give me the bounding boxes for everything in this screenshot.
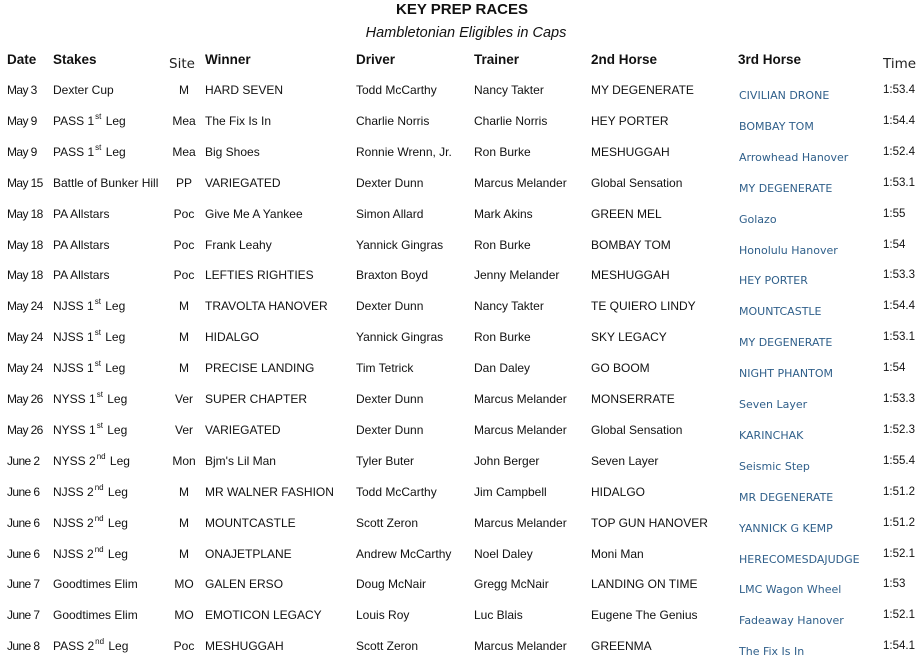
stakes-name: NYSS 2	[53, 453, 96, 468]
third-horse-cell: CIVILIAN DRONE	[739, 89, 830, 102]
winner-cell: Big Shoes	[205, 144, 260, 159]
third-horse-cell: HERECOMESDAJUDGE	[739, 552, 860, 566]
time-cell: 1:54.4	[883, 114, 915, 127]
table-row	[0, 298, 924, 329]
stakes-ordinal: st	[96, 420, 103, 430]
third-horse-cell: Fadeaway Hanover	[739, 614, 844, 628]
driver-cell: Yannick Gingras	[356, 330, 444, 345]
site-cell: Mea	[172, 113, 196, 128]
site-cell: Mon	[172, 453, 196, 468]
header-winner: Winner	[205, 52, 251, 67]
second-horse-cell: MONSERRATE	[591, 392, 675, 406]
date-cell: May 26	[7, 392, 43, 406]
stakes-name: PA Allstars	[53, 237, 110, 252]
driver-cell: Ronnie Wrenn, Jr.	[356, 144, 452, 159]
second-horse-cell: SKY LEGACY	[591, 330, 667, 345]
table-row	[0, 329, 924, 360]
stakes-name: NYSS 1	[53, 392, 96, 406]
table-row	[0, 576, 924, 607]
stakes-cell	[53, 329, 125, 345]
third-horse-cell: MY DEGENERATE	[739, 181, 833, 195]
stakes-cell	[53, 607, 138, 623]
site-cell: M	[179, 330, 189, 345]
header-3rd-horse: 3rd Horse	[738, 52, 802, 67]
date-cell: June 8	[7, 639, 40, 654]
site-cell: M	[179, 299, 189, 314]
second-horse-cell: LANDING ON TIME	[591, 577, 698, 592]
table-row	[0, 206, 924, 237]
stakes-name: PA Allstars	[53, 206, 110, 221]
stakes-ordinal: nd	[96, 451, 106, 461]
date-cell: May 24	[7, 330, 43, 345]
date-cell: June 6	[7, 515, 40, 530]
third-horse-cell: Golazo	[739, 212, 777, 226]
date-cell: June 7	[7, 577, 40, 592]
site-cell: Poc	[173, 268, 195, 283]
stakes-suffix: Leg	[105, 639, 129, 654]
time-cell: 1:51.2	[883, 485, 915, 498]
date-cell: May 9	[7, 113, 37, 128]
site-cell: Ver	[174, 422, 193, 437]
time-cell: 1:52.4	[883, 145, 915, 158]
second-horse-cell: HEY PORTER	[591, 113, 669, 128]
driver-cell: Tim Tetrick	[356, 361, 414, 376]
winner-cell: Bjm's Lil Man	[205, 453, 276, 468]
driver-cell: Doug McNair	[356, 577, 427, 592]
stakes-cell	[53, 175, 158, 191]
trainer-cell: Ron Burke	[474, 237, 531, 252]
site-cell: Poc	[173, 639, 195, 654]
table-row	[0, 607, 924, 638]
second-horse-cell: Global Sensation	[591, 422, 683, 437]
second-horse-cell: MESHUGGAH	[591, 144, 670, 159]
stakes-cell	[53, 144, 126, 160]
stakes-suffix: Leg	[102, 113, 126, 128]
winner-cell: VARIEGATED	[205, 422, 281, 437]
stakes-cell	[53, 237, 109, 253]
stakes-cell	[53, 206, 109, 222]
third-horse-cell: Seismic Step	[739, 459, 810, 473]
table-row	[0, 546, 924, 577]
third-horse-cell: MR DEGENERATE	[739, 490, 834, 504]
stakes-ordinal: nd	[94, 482, 104, 492]
site-cell: Poc	[173, 237, 195, 252]
third-horse-cell: MY DEGENERATE	[739, 336, 833, 350]
stakes-cell	[53, 515, 128, 531]
driver-cell: Louis Roy	[356, 608, 410, 623]
date-cell: May 3	[7, 83, 37, 97]
second-horse-cell: GO BOOM	[591, 361, 650, 376]
trainer-cell: Marcus Melander	[474, 175, 567, 190]
time-cell: 1:55.4	[883, 454, 915, 467]
stakes-cell	[53, 422, 127, 438]
table-row	[0, 422, 924, 453]
table-row	[0, 515, 924, 546]
second-horse-cell: GREEN MEL	[591, 206, 662, 221]
table-row	[0, 144, 924, 175]
winner-cell: Frank Leahy	[205, 237, 272, 252]
stakes-name: NJSS 1	[53, 330, 94, 345]
second-horse-cell: Moni Man	[591, 546, 644, 561]
stakes-ordinal: nd	[94, 544, 104, 554]
trainer-cell: Marcus Melander	[474, 422, 567, 437]
driver-cell: Andrew McCarthy	[356, 546, 452, 561]
stakes-name: Battle of Bunker Hill	[53, 175, 159, 190]
second-horse-cell: Global Sensation	[591, 175, 683, 190]
stakes-suffix: Leg	[102, 144, 126, 159]
stakes-name: NJSS 2	[53, 484, 94, 499]
stakes-suffix: Leg	[104, 515, 128, 530]
stakes-name: NYSS 1	[53, 422, 96, 437]
date-cell: June 6	[7, 546, 40, 561]
winner-cell: EMOTICON LEGACY	[205, 608, 322, 623]
site-cell: Poc	[173, 206, 195, 221]
header-time: Time	[883, 56, 917, 72]
stakes-suffix: Leg	[103, 422, 128, 437]
site-cell: M	[179, 361, 189, 376]
winner-cell: The Fix Is In	[205, 113, 272, 128]
time-cell: 1:55	[883, 207, 906, 220]
date-cell: May 15	[7, 175, 43, 190]
stakes-cell	[53, 453, 130, 469]
winner-cell: ONAJETPLANE	[205, 546, 292, 561]
stakes-cell	[53, 546, 128, 562]
date-cell: May 26	[7, 422, 43, 437]
stakes-ordinal: st	[95, 142, 102, 152]
stakes-cell	[53, 298, 125, 314]
third-horse-cell: BOMBAY TOM	[739, 119, 814, 133]
third-horse-cell: KARINCHAK	[739, 428, 804, 442]
time-cell: 1:52.1	[883, 609, 915, 622]
table-row	[0, 453, 924, 484]
site-cell: M	[179, 515, 189, 530]
time-cell: 1:52.1	[883, 547, 915, 560]
stakes-suffix: Leg	[104, 546, 128, 561]
stakes-ordinal: st	[95, 111, 102, 121]
site-cell: Ver	[174, 392, 193, 406]
site-cell: PP	[175, 175, 192, 190]
trainer-cell: Marcus Melander	[474, 392, 567, 406]
winner-cell: PRECISE LANDING	[205, 361, 315, 376]
third-horse-cell: Arrowhead Hanover	[739, 150, 849, 164]
stakes-cell	[53, 82, 114, 98]
trainer-cell: Nancy Takter	[474, 299, 544, 314]
time-cell: 1:53.3	[883, 269, 915, 282]
stakes-suffix: Leg	[103, 392, 128, 406]
trainer-cell: Marcus Melander	[474, 639, 567, 654]
report-title: KEY PREP RACES	[396, 1, 528, 18]
winner-cell: LEFTIES RIGHTIES	[205, 268, 314, 283]
winner-cell: GALEN ERSO	[205, 577, 284, 592]
winner-cell: HIDALGO	[205, 330, 260, 345]
stakes-cell	[53, 638, 128, 654]
third-horse-cell: NIGHT PHANTOM	[739, 367, 834, 381]
table-row	[0, 237, 924, 268]
header-driver: Driver	[356, 52, 396, 67]
trainer-cell: Charlie Norris	[474, 113, 548, 128]
table-row	[0, 267, 924, 298]
trainer-cell: Marcus Melander	[474, 515, 567, 530]
trainer-cell: Nancy Takter	[474, 83, 544, 97]
stakes-cell	[53, 391, 127, 407]
trainer-cell: Jim Campbell	[474, 484, 547, 499]
table-row	[0, 484, 924, 515]
driver-cell: Dexter Dunn	[356, 175, 424, 190]
third-horse-cell: Seven Layer	[739, 398, 808, 411]
date-cell: June 2	[7, 453, 40, 468]
trainer-cell: John Berger	[474, 453, 540, 468]
time-cell: 1:54.1	[883, 640, 915, 653]
winner-cell: HARD SEVEN	[205, 83, 284, 97]
driver-cell: Scott Zeron	[356, 515, 419, 530]
header-stakes: Stakes	[53, 52, 97, 67]
site-cell: M	[179, 546, 189, 561]
date-cell: May 9	[7, 144, 37, 159]
time-cell: 1:53.4	[883, 84, 915, 96]
stakes-ordinal: st	[94, 328, 101, 338]
second-horse-cell: BOMBAY TOM	[591, 237, 671, 252]
stakes-suffix: Leg	[106, 453, 130, 468]
header-date: Date	[7, 52, 37, 67]
third-horse-cell: Honolulu Hanover	[739, 243, 838, 257]
date-cell: June 6	[7, 484, 40, 499]
trainer-cell: Ron Burke	[474, 144, 531, 159]
driver-cell: Simon Allard	[356, 206, 424, 221]
stakes-name: NJSS 1	[53, 299, 94, 314]
trainer-cell: Dan Daley	[474, 361, 531, 376]
site-cell: MO	[174, 577, 194, 592]
stakes-name: PASS 1	[53, 113, 95, 128]
winner-cell: VARIEGATED	[205, 175, 281, 190]
site-cell: Mea	[172, 144, 196, 159]
trainer-cell: Ron Burke	[474, 330, 531, 345]
driver-cell: Todd McCarthy	[356, 83, 437, 97]
report-subtitle: Hambletonian Eligibles in Caps	[365, 25, 567, 41]
stakes-name: Goodtimes Elim	[53, 608, 138, 623]
third-horse-cell: MOUNTCASTLE	[739, 305, 822, 319]
stakes-cell	[53, 576, 138, 592]
third-horse-cell: The Fix Is In	[739, 645, 805, 659]
table-row	[0, 113, 924, 144]
third-horse-cell: YANNICK G KEMP	[739, 521, 833, 535]
time-cell: 1:54	[883, 238, 906, 251]
stakes-cell	[53, 360, 125, 376]
stakes-ordinal: nd	[94, 513, 104, 523]
time-cell: 1:54.4	[883, 300, 915, 313]
third-horse-cell: LMC Wagon Wheel	[739, 583, 842, 597]
table-row	[0, 638, 924, 669]
stakes-name: NJSS 1	[53, 361, 94, 376]
date-cell: May 18	[7, 268, 43, 283]
second-horse-cell: HIDALGO	[591, 484, 646, 499]
trainer-cell: Gregg McNair	[474, 577, 549, 592]
date-cell: May 24	[7, 299, 43, 314]
stakes-ordinal: nd	[95, 637, 105, 647]
date-cell: June 7	[7, 608, 40, 623]
header-site: Site	[169, 56, 195, 72]
driver-cell: Braxton Boyd	[356, 268, 429, 283]
header-trainer: Trainer	[474, 52, 520, 67]
time-cell: 1:53	[883, 578, 906, 591]
stakes-cell	[53, 267, 109, 283]
time-cell: 1:53.3	[883, 393, 915, 405]
stakes-cell	[53, 484, 128, 500]
winner-cell: SUPER CHAPTER	[205, 392, 308, 406]
stakes-ordinal: st	[94, 359, 101, 369]
trainer-cell: Noel Daley	[474, 546, 533, 561]
stakes-cell	[53, 113, 126, 129]
trainer-cell: Mark Akins	[474, 206, 533, 221]
third-horse-cell: HEY PORTER	[739, 274, 808, 288]
driver-cell: Dexter Dunn	[356, 299, 424, 314]
second-horse-cell: Eugene The Genius	[591, 608, 698, 623]
date-cell: May 18	[7, 206, 43, 221]
stakes-name: PA Allstars	[53, 268, 110, 283]
site-cell: M	[179, 83, 189, 97]
stakes-name: PASS 2	[53, 639, 95, 654]
second-horse-cell: MESHUGGAH	[591, 268, 670, 283]
driver-cell: Dexter Dunn	[356, 392, 424, 406]
second-horse-cell: MY DEGENERATE	[591, 83, 694, 97]
second-horse-cell: GREENMA	[591, 639, 652, 654]
driver-cell: Todd McCarthy	[356, 484, 437, 499]
header-2nd-horse: 2nd Horse	[591, 52, 658, 67]
winner-cell: MESHUGGAH	[205, 639, 284, 654]
site-cell: MO	[174, 608, 194, 623]
winner-cell: MR WALNER FASHION	[205, 484, 334, 499]
second-horse-cell: Seven Layer	[591, 453, 659, 468]
time-cell: 1:51.2	[883, 516, 915, 529]
table-row	[0, 82, 924, 113]
date-cell: May 24	[7, 361, 43, 376]
driver-cell: Charlie Norris	[356, 113, 430, 128]
stakes-name: PASS 1	[53, 144, 95, 159]
table-row	[0, 360, 924, 391]
driver-cell: Tyler Buter	[356, 453, 415, 468]
stakes-name: Goodtimes Elim	[53, 577, 138, 592]
winner-cell: MOUNTCASTLE	[205, 515, 296, 530]
stakes-suffix: Leg	[101, 299, 126, 314]
time-cell: 1:54	[883, 362, 906, 375]
time-cell: 1:53.1	[883, 176, 915, 189]
second-horse-cell: TOP GUN HANOVER	[591, 515, 708, 530]
stakes-suffix: Leg	[101, 330, 126, 345]
second-horse-cell: TE QUIERO LINDY	[591, 299, 696, 314]
stakes-suffix: Leg	[104, 484, 128, 499]
table-row	[0, 175, 924, 206]
date-cell: May 18	[7, 237, 43, 252]
stakes-name: NJSS 2	[53, 546, 94, 561]
stakes-ordinal: st	[96, 390, 103, 399]
driver-cell: Scott Zeron	[356, 639, 419, 654]
driver-cell: Dexter Dunn	[356, 422, 424, 437]
time-cell: 1:53.1	[883, 331, 915, 344]
stakes-name: NJSS 2	[53, 515, 94, 530]
trainer-cell: Luc Blais	[474, 608, 523, 623]
stakes-name: Dexter Cup	[53, 83, 114, 97]
stakes-ordinal: st	[94, 297, 101, 307]
trainer-cell: Jenny Melander	[474, 268, 560, 283]
winner-cell: Give Me A Yankee	[205, 206, 303, 221]
driver-cell: Yannick Gingras	[356, 237, 444, 252]
winner-cell: TRAVOLTA HANOVER	[205, 299, 328, 314]
time-cell: 1:52.3	[883, 423, 915, 436]
table-row	[0, 391, 924, 422]
stakes-suffix: Leg	[101, 361, 126, 376]
site-cell: M	[179, 484, 189, 499]
